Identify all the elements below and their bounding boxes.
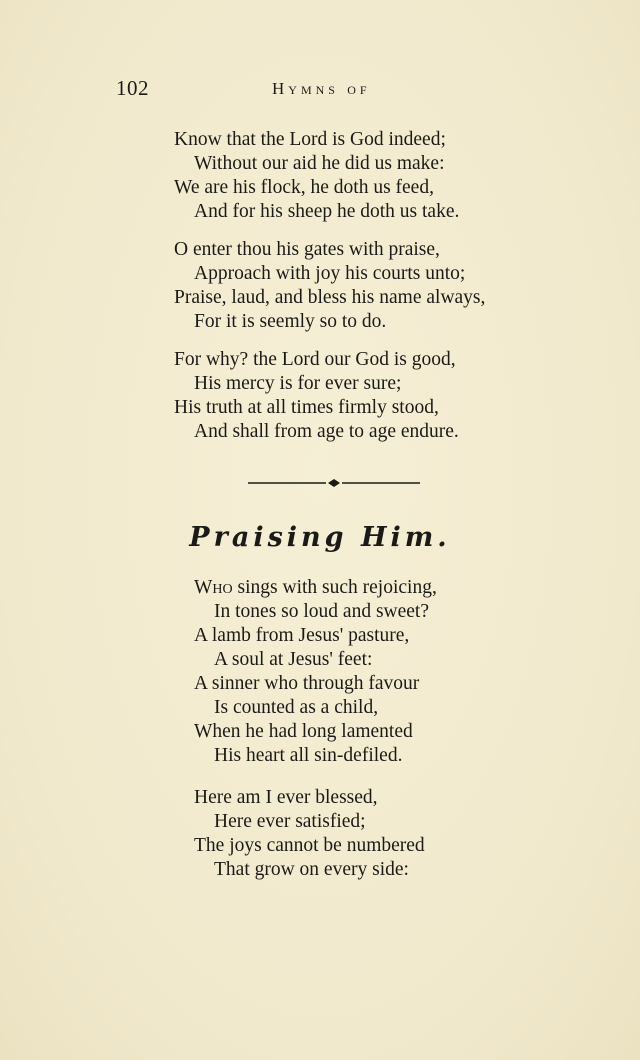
- verse-line: For it is seemly so to do.: [194, 311, 387, 332]
- verse-line: That grow on every side:: [214, 859, 409, 880]
- verse-line: Approach with joy his courts unto;: [194, 263, 466, 284]
- verse-line: When he had long lamented: [194, 721, 413, 742]
- verse-line: O enter thou his gates with praise,: [174, 239, 440, 260]
- verse-line: His heart all sin-defiled.: [214, 745, 403, 766]
- verse-line: Is counted as a child,: [214, 697, 379, 718]
- verse-line: A soul at Jesus' feet:: [214, 649, 373, 670]
- page-number: 102: [116, 76, 149, 100]
- verse-line: Praise, laud, and bless his name always,: [174, 287, 486, 308]
- verse-line: His truth at all times firmly stood,: [174, 397, 439, 418]
- verse-line: His mercy is for ever sure;: [194, 373, 402, 394]
- verse-line: A sinner who through favour: [194, 673, 420, 694]
- verse-line: The joys cannot be numbered: [194, 835, 425, 856]
- verse-line: Without our aid he did us make:: [194, 153, 445, 174]
- verse-line: Know that the Lord is God indeed;: [174, 129, 446, 150]
- hymn-title: Praising Him.: [189, 522, 451, 553]
- drop-word: Who: [194, 577, 233, 598]
- verse-line: For why? the Lord our God is good,: [174, 349, 456, 370]
- first-line-rest: sings with such rejoicing,: [232, 577, 437, 598]
- verse-line: We are his flock, he doth us feed,: [174, 177, 434, 198]
- verse-line: A lamb from Jesus' pasture,: [194, 625, 410, 646]
- running-title: Hymns of: [272, 79, 371, 98]
- ornamental-rule: [248, 477, 420, 489]
- verse-line: In tones so loud and sweet?: [214, 601, 429, 622]
- verse-line-first: [194, 576, 437, 600]
- verse-line: And shall from age to age endure.: [194, 421, 459, 442]
- verse-line: Here am I ever blessed,: [194, 787, 378, 808]
- verse-line: And for his sheep he doth us take.: [194, 201, 460, 222]
- verse-line: Here ever satisfied;: [214, 811, 366, 832]
